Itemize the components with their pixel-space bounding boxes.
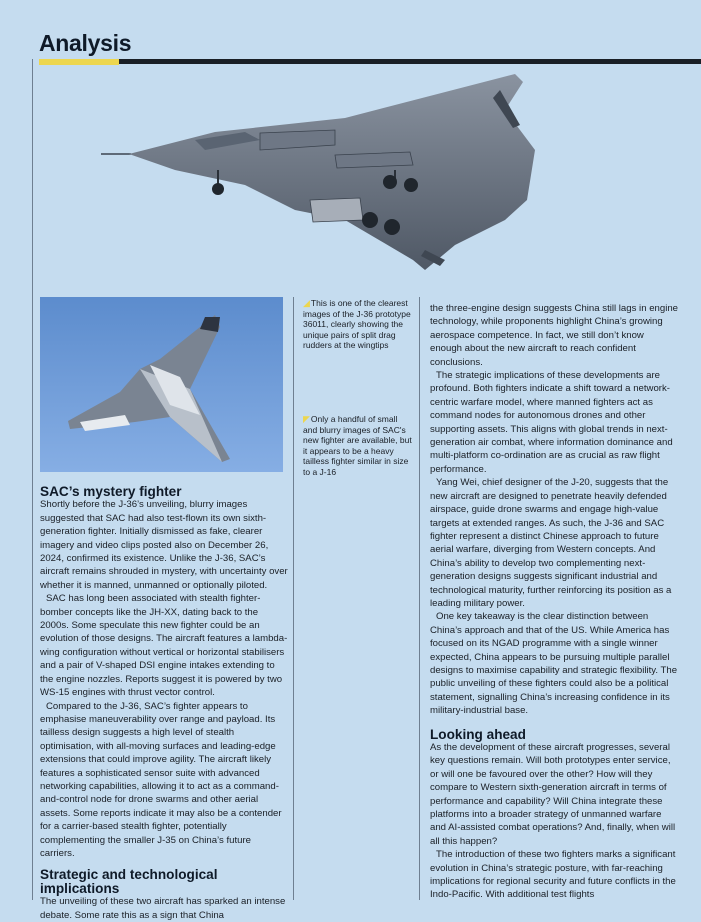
j36-aircraft-photo bbox=[95, 70, 555, 280]
inset-photo-caption bbox=[303, 414, 413, 478]
article-column-right bbox=[430, 302, 678, 902]
body-paragraph: The strategic implications of these developments are profound. Both fighters indicate a shift toward a network-centric warfare model, where manned fighters act as command nodes for autonomous drones and other supporting assets. This aligns with global trends in next-generation air combat, where information dominance and multi-platform co-ordination are as crucial as raw flight performance. bbox=[430, 370, 673, 475]
sac-fighter-photo bbox=[40, 297, 283, 472]
section-label: Analysis bbox=[39, 30, 132, 56]
left-margin-rule bbox=[32, 59, 33, 900]
caption-text: Only a handful of small and blurry images of SAC's new fighter are available, but it appears to be a heavy tailless fighter similar in size to a J-16 bbox=[303, 414, 412, 477]
article-column-left bbox=[40, 485, 288, 922]
body-paragraph: The unveiling of these two aircraft has sparked an intense debate. Some rate this as a sign that China bbox=[40, 896, 286, 921]
body-paragraph: The introduction of these two fighters marks a significant evolution in China’s strategic posture, with far-reaching implications for regional security and future conflicts in the Indo-Pacific. With additional test flights bbox=[430, 849, 676, 901]
column-divider-left bbox=[293, 297, 294, 900]
caption-text: This is one of the clearest images of the J-36 prototype 36011, clearly showing the unique pairs of split drag rudders at the wingtips bbox=[303, 298, 411, 351]
body-paragraph: One key takeaway is the clear distinction between China’s approach and that of the US. While America has focused on its NGAD programme with a single winner expected, China appears to be pursuing multiple parallel designs to maximise capability and strategic flexibility. The public unveiling of these fighters could also be a political statement, signalling China’s increasing confidence in its military-industrial base. bbox=[430, 611, 678, 717]
body-paragraph: SAC has long been associated with stealth fighter-bomber concepts like the JH-XX, dating back to the 2000s. Some speculate this new fighter could be an evolution of those designs. The aircraft features a lambda-wing configuration without vertical or horizontal stabilisers and a pair of V-shaped DSI engine intakes extending to the engine nozzles. Reports suggest it is powered by two WS-15 engines with thrust vector control. bbox=[40, 593, 288, 699]
header-rule bbox=[39, 59, 701, 64]
body-paragraph: Compared to the J-36, SAC’s fighter appears to emphasise maneuverability over range and payload. Its tailless design suggests a high level of stealth optimisation, with all-moving surfaces and leading-edge extensions that could improve agility. The aircraft likely features a sophisticated sensor suite with advanced networking capabilities, allowing it to act as a command-and-control node for drone swarms and other aerial assets. Some reports indicate it may also be a contender for a carrier-based stealth fighter, potentially complementing the smaller J-35 on China’s future carriers. bbox=[40, 700, 282, 859]
section-heading: SAC’s mystery fighter bbox=[40, 484, 182, 499]
section-heading: Strategic and technological implications bbox=[40, 867, 218, 896]
body-paragraph: the three-engine design suggests China still lags in engine technology, while proponents highlight China’s growing aerospace competence. In fact, we still don’t know enough about the new aircraft to reach confident conclusions. bbox=[430, 303, 678, 368]
body-paragraph: Shortly before the J-36’s unveiling, blurry images suggested that SAC had also test-flown its own sixth-generation fighter. Initially dismissed as fake, clearer imagery and video clips posted also on December 26, 2024, confirmed its existence. Unlike the J-36, SAC’s aircraft remains shrouded in mystery, with uncertainty over whether it is manned, unmanned or optionally piloted. bbox=[40, 499, 288, 591]
caption-marker-icon: ◤ bbox=[303, 414, 310, 424]
header-accent-bar bbox=[39, 59, 119, 65]
hero-photo-caption bbox=[303, 298, 413, 351]
column-divider-right bbox=[419, 297, 420, 900]
body-paragraph: As the development of these aircraft progresses, several key questions remain. Will both prototypes enter service, or will one be favoured over the other? How will they compare to Western sixth-generation aircraft in terms of performance and capability? Will China integrate these platforms into a broader strategy of unmanned warfare and AI-assisted combat operations? And, finally, when will all this happen? bbox=[430, 742, 676, 847]
section-heading: Looking ahead bbox=[430, 726, 526, 742]
body-paragraph: Yang Wei, chief designer of the J-20, suggests that the new aircraft are designed to penetrate heavily defended airspace, guide drone swarms and engage high-value targets at extended ranges. As such, the J-36 and SAC fighter represent a distinct Chinese approach to future aerial warfare, diverging from Western concepts. And China’s ability to develop two complementing next-generation designs suggests significant industrial and technological maturity, further reinforcing its position as a leading military power. bbox=[430, 477, 672, 609]
caption-marker-icon: ◢ bbox=[303, 298, 310, 308]
